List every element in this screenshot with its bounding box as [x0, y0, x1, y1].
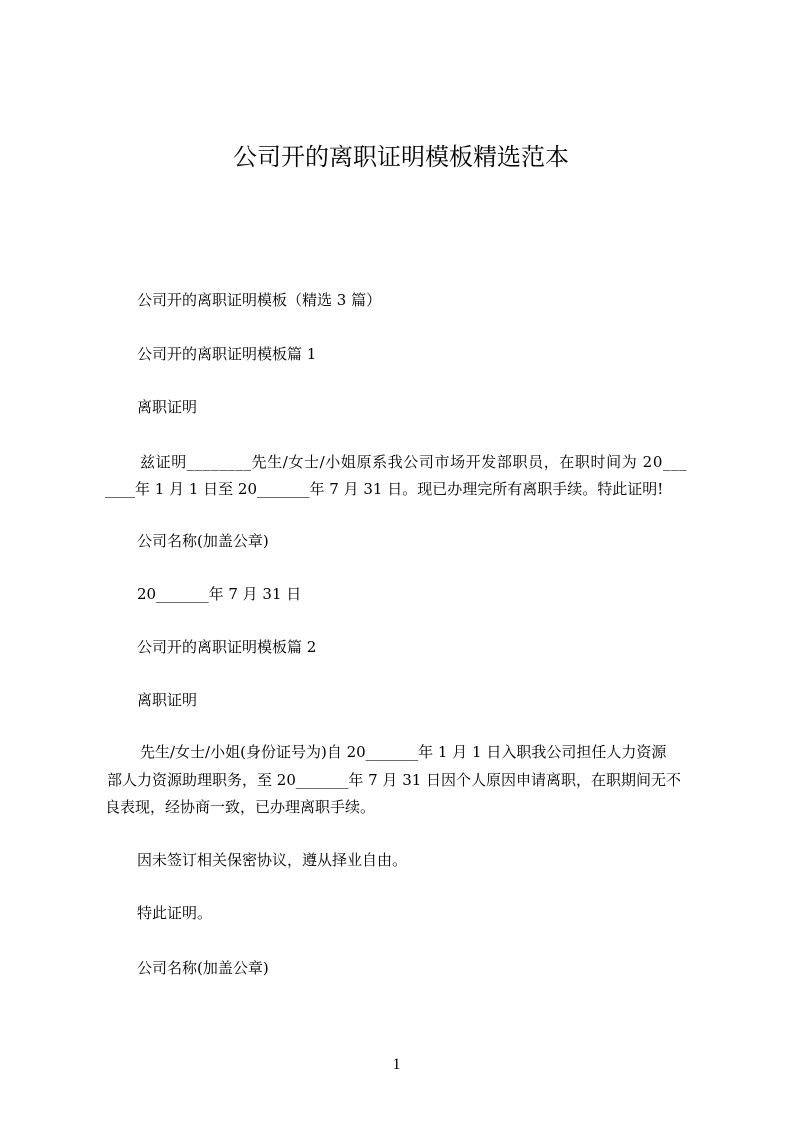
template-2-body-line: 良表现，经协商一致，已办理离职手续。	[105, 798, 376, 816]
template-2-note: 因未签订相关保密协议，遵从择业自由。	[137, 851, 408, 869]
template-2-certificate-title: 离职证明	[137, 691, 198, 709]
template-2-closing: 特此证明。	[137, 904, 213, 922]
intro-line: 公司开的离职证明模板（精选 3 篇）	[137, 291, 382, 309]
template-1-body-line: 兹证明________先生/女士/小姐原系我公司市场开发部职员，在职时间为 20___	[140, 453, 688, 471]
template-2-company-name: 公司名称(加盖公章)	[137, 959, 269, 977]
template-1-company-name: 公司名称(加盖公章)	[137, 532, 269, 550]
template-1-date: 20_______年 7 月 31 日	[137, 585, 302, 603]
template-1-heading: 公司开的离职证明模板篇 1	[137, 345, 317, 363]
page-number: 1	[392, 1056, 401, 1073]
template-2-body-line: 先生/女士/小姐(身份证号为)自 20_______年 1 月 1 日入职我公司担任人力资源	[140, 743, 667, 761]
page-title: 公司开的离职证明模板精选范本	[233, 143, 569, 171]
template-2-heading: 公司开的离职证明模板篇 2	[137, 638, 317, 656]
template-2-body-line: 部人力资源助理职务，至 20_______年 7 月 31 日因个人原因申请离职，在职期间无不	[107, 771, 682, 789]
template-1-body-line: ____年 1 月 1 日至 20_______年 7 月 31 日。现已办理完所有离职手续。特此证明!	[105, 480, 664, 498]
template-1-certificate-title: 离职证明	[137, 398, 198, 416]
